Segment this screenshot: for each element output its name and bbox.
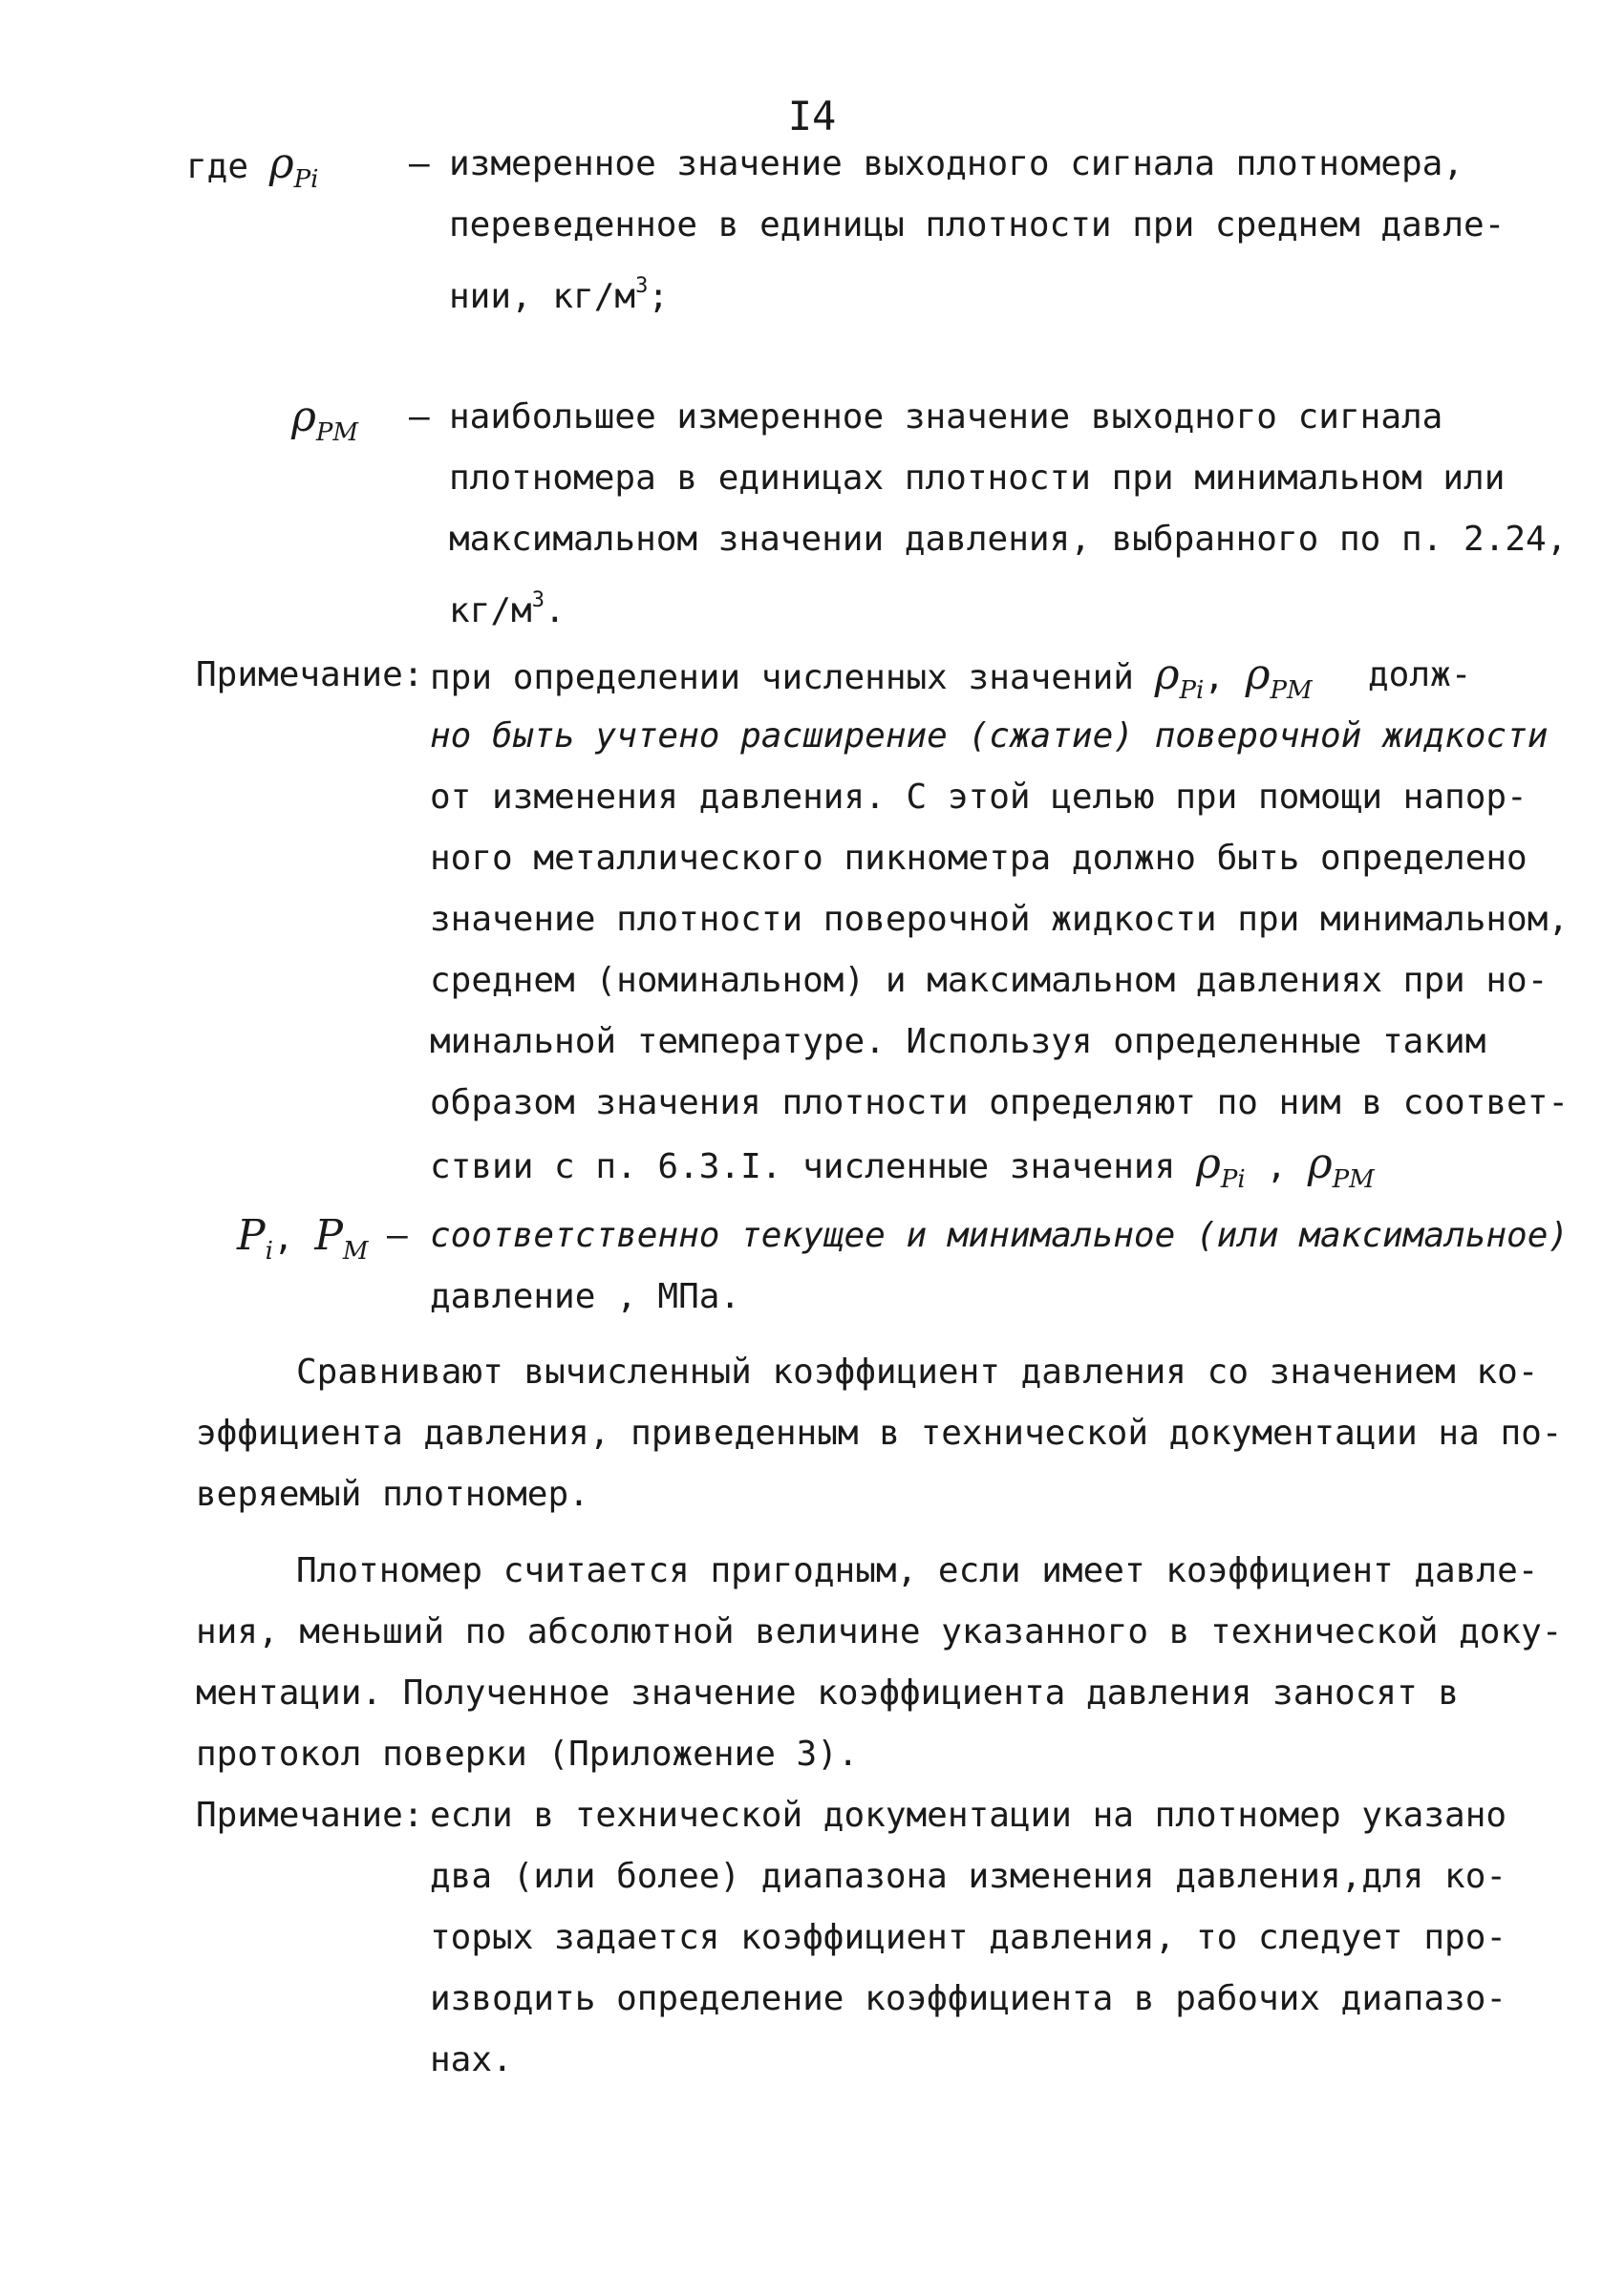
note2-line: изводить определение коэффициента в рабочих диапазо- [430,1979,1507,2018]
paragraph-line: ментации. Полученное значение коэффициента давления заносят в [196,1673,1460,1713]
paragraph-line: ния, меньший по абсолютной величине указанного в технической доку- [196,1612,1563,1651]
paragraph-line: эффициента давления, приведенным в технической документации на по- [196,1414,1563,1453]
def2-line: $кг/м^3$. [449,588,566,630]
def2-line: максимальном значении давления, выбранного по п. 2.24, [449,520,1568,559]
note1-line: от изменения давления. С этой целью при помощи напор- [430,778,1528,817]
def2-line: плотномера в единицах плотности при минимальном или [449,458,1506,498]
note1-line: среднем (номинальном) и максимальном давлениях при но- [430,961,1549,1000]
rho-pm-symbol: $\rho_{PM}$ [1307,1140,1375,1194]
note1-line: но быть учтено расширение (сжатие) поверочной жидкости [430,716,1549,756]
def3-dash: – [387,1216,408,1255]
note2-line: торых задается коэффициент давления, то следует про- [430,1918,1507,1957]
def1-line: нии, $кг/м^3$; [449,274,670,316]
rho-pi-symbol: $\rho_{Pi}$ [268,139,319,194]
rho-pm-symbol: $\rho_{PM}$ [291,393,358,447]
paragraph-line: протокол поверки (Приложение 3). [196,1735,859,1774]
paragraph-line: Сравнивают вычисленный коэффициент давления со значением ко- [296,1353,1539,1392]
rho-pi-symbol: $\rho_{Pi}$ [1195,1140,1246,1194]
rho-pm-symbol: $\rho_{PM}$ [1245,650,1313,705]
paragraph-line: веряемый плотномер. [196,1475,589,1514]
pi-pm-symbols: $P_i$, $P_M$ [237,1211,369,1266]
def2-dash: – [409,397,430,437]
def3-line: давление , МПа. [430,1277,741,1316]
where-label: где $\rho_{Pi}$ [186,139,319,194]
def1-line: измеренное значение выходного сигнала плотномера, [449,144,1464,183]
note1-line: ного металлического пикнометра должно быть определено [430,839,1528,878]
note1-line: образом значения плотности определяют по ним в соответ- [430,1083,1570,1122]
note1-line: значение плотности поверочной жидкости при минимальном, [430,900,1570,939]
note2-line: два (или более) диапазона изменения давления,для ко- [430,1857,1507,1896]
note2-line: нах. [430,2040,513,2079]
note1-line-end: долж- [1368,655,1472,694]
def1-dash: – [409,144,430,183]
note2-label: Примечание: [196,1796,424,1835]
paragraph-line: Плотномер считается пригодным, если имеет коэффициент давле- [296,1551,1539,1590]
def2-line: наибольшее измеренное значение выходного сигнала [449,397,1443,437]
note1-line: минальной температуре. Используя определенные таким [430,1022,1486,1061]
note1-label: Примечание: [196,655,424,694]
def3-line: соответственно текущее и минимальное (или максимальное) [430,1216,1570,1255]
rho-pi-symbol: $\rho_{Pi}$ [1154,650,1205,705]
note1-line: ствии с п. 6.3.I. численные значения $\rho_{Pi}$ , $\rho_{PM}$ [430,1140,1375,1194]
note2-line: если в технической документации на плотномер указано [430,1796,1507,1835]
page-number: I4 [787,93,837,139]
def1-line: переведенное в единицы плотности при среднем давле- [449,205,1506,245]
note1-line: при определении численных значений $\rho_{Pi}$, $\rho_{PM}$ [430,650,1313,705]
